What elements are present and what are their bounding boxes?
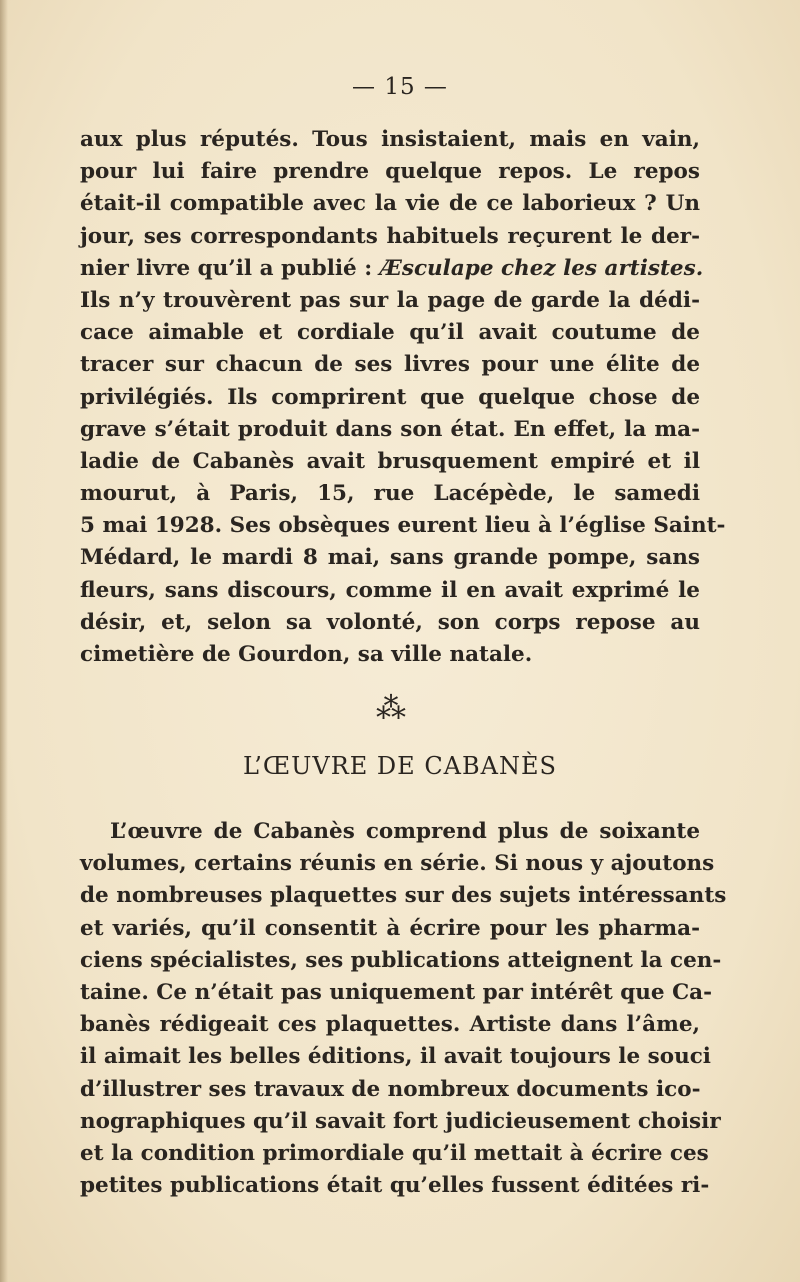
section-title: L’ŒUVRE DE CABANÈS	[243, 752, 557, 780]
text-line: volumes, certains réunis en série. Si nous y ajoutons	[80, 851, 715, 877]
text-line: 5 mai 1928. Ses obsèques eurent lieu à l’église Saint-	[80, 513, 726, 539]
text-line: et variés, qu’il consentit à écrire pour les pharma-	[80, 915, 700, 941]
asterism-glyph: ⁂	[376, 691, 406, 726]
text-line: banès rédigeait ces plaquettes. Artiste dans l’âme,	[80, 1012, 700, 1038]
asterism-separator	[366, 690, 426, 734]
page-edge-shadow	[0, 0, 8, 1282]
text-line: et la condition primordiale qu’il mettait à écrire ces	[80, 1140, 709, 1166]
text-line: petites publications était qu’elles fussent éditées ri-	[80, 1173, 710, 1199]
text-line: cace aimable et cordiale qu’il avait coutume de	[80, 320, 700, 346]
text-line: pour lui faire prendre quelque repos. Le repos	[80, 159, 700, 185]
text-line: privilégiés. Ils comprirent que quelque chose de	[80, 384, 700, 410]
text-line: jour, ses correspondants habituels reçurent le der-	[80, 223, 700, 249]
paragraph-oeuvre	[80, 816, 727, 1202]
text-line: aux plus réputés. Tous insistaient, mais en vain,	[80, 127, 700, 152]
text-line: tracer sur chacun de ses livres pour une élite de	[80, 352, 700, 378]
text-line: cimetière de Gourdon, sa ville natale.	[80, 642, 533, 667]
text-line: Médard, le mardi 8 mai, sans grande pompe, sans	[80, 545, 700, 571]
text-line: ciens spécialistes, ses publications atteignent la cen-	[80, 947, 722, 973]
text-line: était-il compatible avec la vie de ce laborieux ? Un	[80, 191, 700, 217]
page-number: — 15 —	[352, 74, 448, 100]
text-line: Ils n’y trouvèrent pas sur la page de garde la dédi-	[80, 287, 700, 313]
text-line-prefix: nier livre qu’il a publié :	[80, 255, 380, 281]
text-line-with-title	[80, 253, 704, 285]
text-line: grave s’était produit dans son état. En effet, la ma-	[80, 416, 700, 442]
text-line: de nombreuses plaquettes sur des sujets intéressants	[80, 883, 727, 909]
paragraph-death-of-cabanes	[80, 124, 726, 671]
text-line: L’œuvre de Cabanès comprend plus de soixante	[110, 819, 700, 844]
text-line: nographiques qu’il savait fort judicieusement choisir	[80, 1108, 721, 1134]
text-line: fleurs, sans discours, comme il en avait exprimé le	[80, 577, 700, 603]
text-line: d’illustrer ses travaux de nombreux documents ico-	[80, 1076, 701, 1102]
text-line: ladie de Cabanès avait brusquement empiré et il	[80, 448, 700, 474]
book-title: Æsculape chez les artistes.	[379, 255, 704, 281]
text-line: il aimait les belles éditions, il avait toujours le souci	[80, 1044, 711, 1070]
text-line: taine. Ce n’était pas uniquement par intérêt que Ca-	[80, 979, 713, 1005]
text-line: mourut, à Paris, 15, rue Lacépède, le samedi	[80, 481, 700, 507]
text-line: désir, et, selon sa volonté, son corps repose au	[80, 609, 700, 635]
